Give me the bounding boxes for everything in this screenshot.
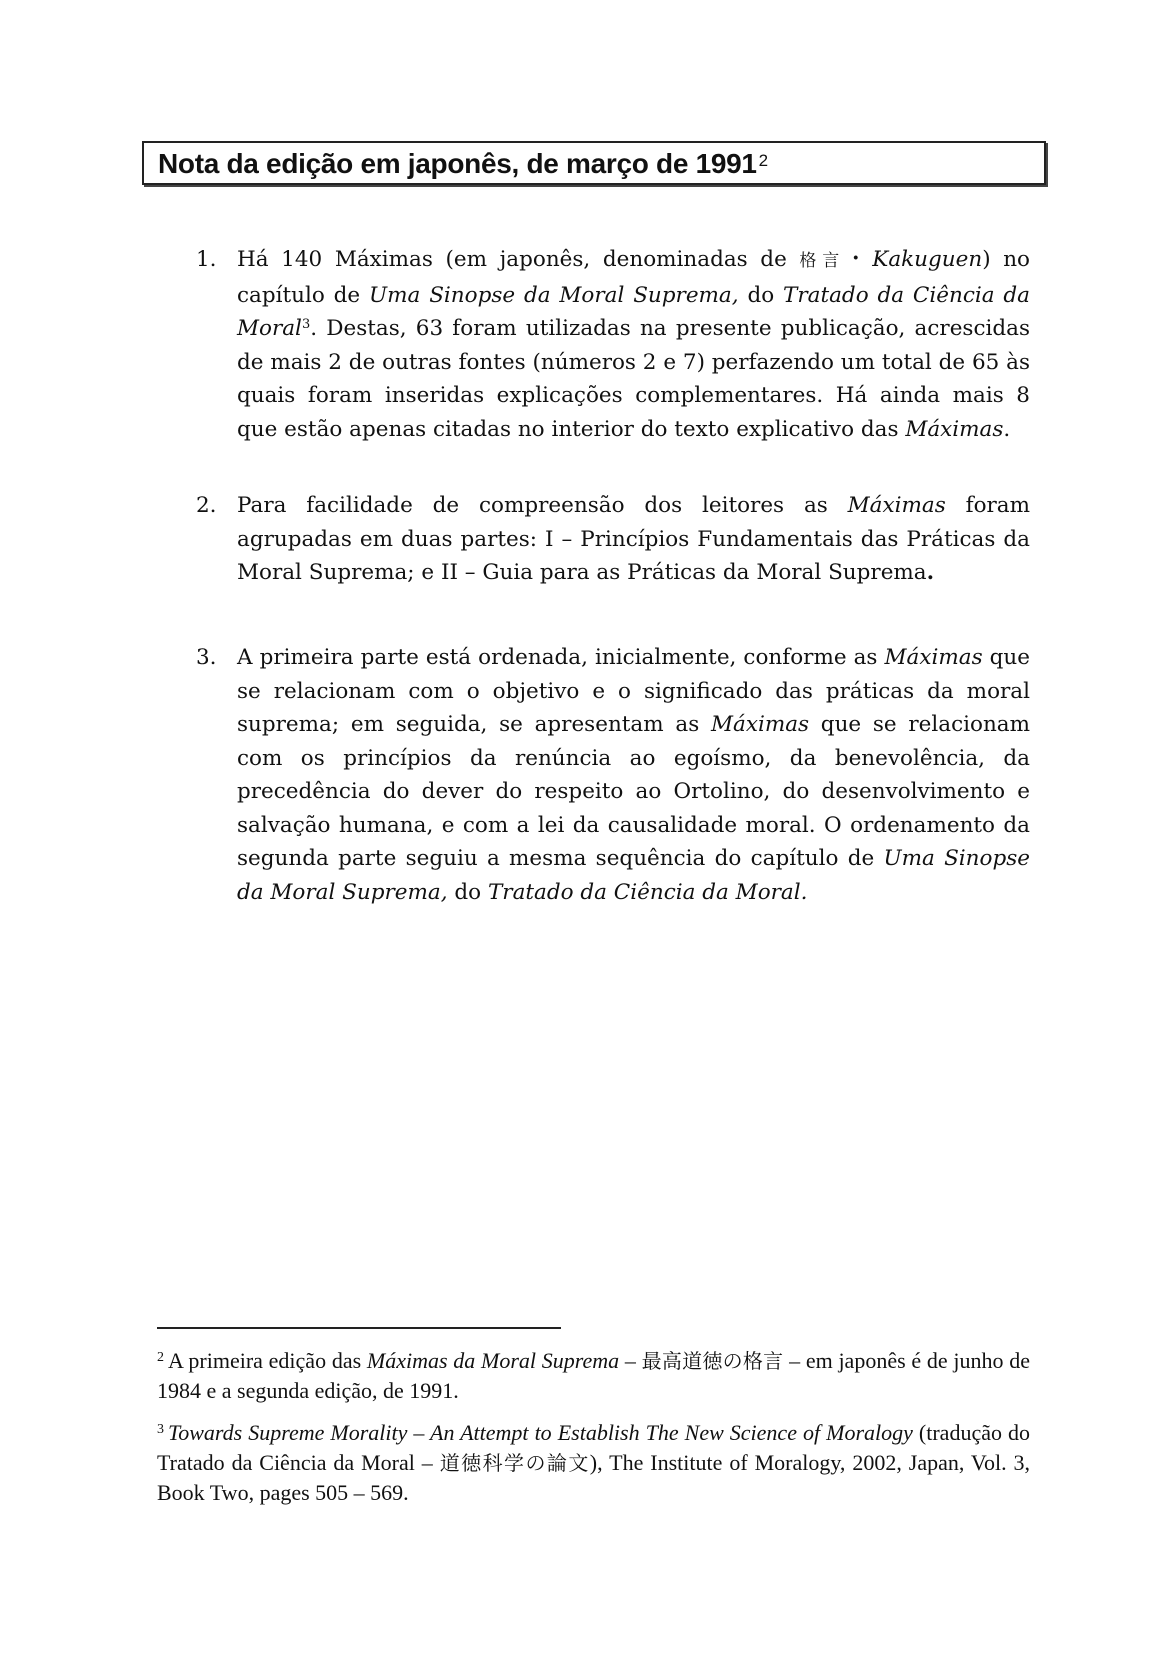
footnote-number: 3 [157, 1422, 164, 1437]
text-run: . [1003, 416, 1011, 442]
text-run: que se relacionam com o objetivo e o significado das práticas da moral suprema; em seguida, se apresentam as [237, 645, 1030, 737]
italic-term: Máximas [905, 416, 1004, 442]
japanese-term: 格言 [799, 251, 845, 271]
list-item-3 [196, 641, 1030, 909]
item-text [237, 641, 1030, 909]
italic-term: Tratado da Ciência da Moral. [487, 879, 808, 905]
list-item-2 [196, 489, 1030, 590]
text-run: – em japonês é de junho de 1984 e a segunda edição, de 1991. [157, 1348, 1031, 1403]
text-run: do [738, 282, 784, 308]
japanese-term: 道徳科学の論文 [439, 1451, 590, 1475]
text-run: ) no capítulo de [237, 247, 1030, 308]
footnote-3 [157, 1418, 1030, 1508]
text-run: ・ [844, 247, 873, 272]
text-run: Há 140 Máximas (em japonês, denominadas de [237, 247, 800, 272]
footnote-2 [157, 1346, 1030, 1406]
text-run: foram agrupadas em duas partes: I – Princípios Fundamentais das Práticas da Moral Suprema; e II – Guia para as Práticas da Moral Suprema [237, 493, 1030, 585]
title-box [142, 141, 1046, 185]
footnote-number: 2 [157, 1350, 164, 1365]
italic-term: Uma Sinopse da Moral Suprema, [237, 846, 1030, 905]
italic-term: Towards Supreme Morality – An Attempt to Establish The New Science of Moralogy [168, 1420, 913, 1445]
footnote-divider [157, 1327, 561, 1329]
text-run: . Destas, 63 foram utilizadas na presente publicação, acrescidas de mais 2 de outras fontes (números 2 e 7) perfazendo um total de 65 às quais foram inseridas explicações complementares. Há ainda mais 8 que estão apenas citadas no interior do texto explicativo das [237, 316, 1030, 442]
item-number: 2. [196, 493, 217, 518]
page-title [158, 146, 768, 182]
item-text [237, 243, 1030, 446]
italic-term: Uma Sinopse da Moral Suprema, [369, 282, 739, 308]
item-text [237, 489, 1030, 590]
text-run: (tradução do Tratado da Ciência da Moral – [157, 1420, 1030, 1475]
text-run: que se relacionam com os princípios da renúncia ao egoísmo, da benevolência, da precedência do dever do respeito ao Ortolino, do desenvolvimento e salvação humana, e com a lei da causalidade moral. O ordenamento da segunda parte seguiu a mesma sequência do capítulo de [237, 712, 1030, 871]
italic-term: Máximas da Moral Suprema [366, 1348, 620, 1373]
title-footnote-ref: 2 [758, 151, 768, 170]
text-run: do [447, 879, 488, 905]
text-run: A primeira parte está ordenada, inicialmente, conforme as [237, 645, 885, 670]
italic-term: Máximas [710, 712, 810, 737]
italic-term: Kakuguen [872, 247, 983, 272]
page-title-text: Nota da edição em japonês, de março de 1991 [158, 148, 757, 179]
text-run: ), The Institute of Moralogy, 2002, Japan, Vol. 3, Book Two, pages 505 – 569. [157, 1450, 1031, 1505]
text-run: – [619, 1348, 642, 1373]
italic-term: Máximas [847, 493, 946, 518]
list-item-1 [196, 243, 1030, 446]
text-run: . [926, 560, 935, 585]
footnote-ref[interactable]: 3 [301, 317, 311, 332]
item-number: 1. [196, 247, 217, 272]
italic-term: Máximas [884, 645, 983, 670]
italic-term: Tratado da Ciência da Moral [237, 282, 1031, 341]
item-number: 3. [196, 645, 217, 670]
text-run: A primeira edição das [168, 1348, 367, 1373]
text-run: Para facilidade de compreensão dos leitores as [237, 493, 848, 518]
japanese-term: 最高道徳の格言 [641, 1349, 784, 1373]
